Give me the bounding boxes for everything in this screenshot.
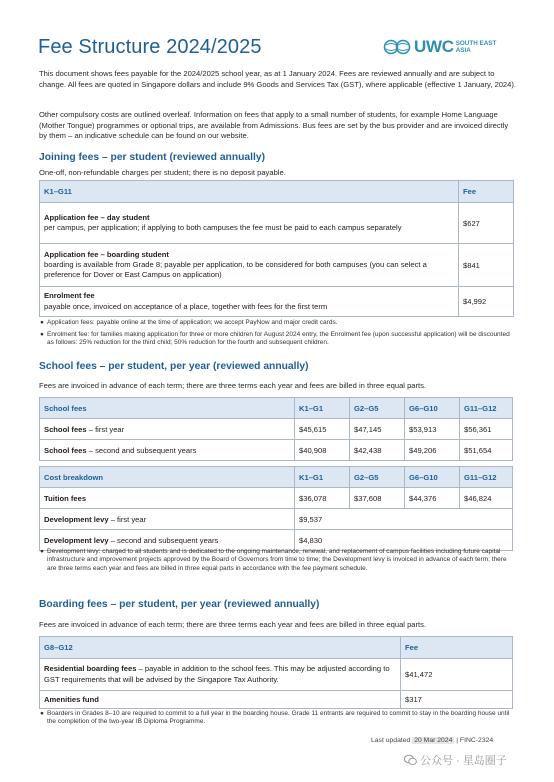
logo-wordmark: UWC	[414, 37, 454, 56]
school-fees-subtitle: Fees are invoiced in advance of each term; there are three terms each year and fees are billed in three equal parts.	[39, 381, 427, 390]
column-header: K1–G11	[40, 181, 459, 203]
fee-amount: $627	[459, 203, 514, 244]
page-title: Fee Structure 2024/2025	[38, 36, 262, 58]
fee-amount: $37,608	[350, 488, 405, 509]
footnote: ● Application fees: payable online at the time of application; we accept PayNow and major credit cards.	[40, 319, 338, 326]
bullet-icon: ●	[40, 319, 44, 326]
joining-fees-subtitle: One-off, non-refundable charges per student; there is no deposit payable.	[39, 168, 286, 177]
bullet-icon: ●	[40, 331, 44, 338]
school-fees-heading: School fees – per student, per year (reviewed annually)	[39, 361, 309, 372]
school-fees-table	[39, 397, 513, 461]
column-header: G11–G12	[460, 398, 513, 419]
fee-amount: $44,376	[405, 488, 460, 509]
column-header: Fee	[401, 637, 513, 659]
table-row	[40, 488, 513, 509]
table-header-row	[40, 181, 514, 203]
fee-amount: $51,654	[460, 440, 513, 461]
column-header: G6–G10	[405, 467, 460, 488]
footnote: ● Development levy: charged to all students and is dedicated to the ongoing maintenance, renewal, and replacement of campus facilities including future capital infrastructure and improvement projects approved by the Board of Governors from time to time; the Development levy is invoiced in advance of each term; there are three terms each year and fees are billed in three equal parts in accordance with the fee payment schedule.	[40, 548, 507, 572]
fee-description: Enrolment fee payable once, invoiced on acceptance of a place, together with fees for the first term	[40, 287, 459, 317]
intro-paragraph-1: This document shows fees payable for the 2024/2025 school year, as at 1 January 2024. Fees are reviewed annually and are subject to change. All fees are quoted in Singapore dollars and include 9% Goods and Services Tax (GST), where applicable (effective 1 January, 2024).	[39, 69, 516, 89]
table-row	[40, 244, 514, 287]
fee-amount: $46,824	[460, 488, 513, 509]
bullet-icon: ●	[40, 710, 44, 717]
row-label: School fees – second and subsequent years	[40, 440, 295, 461]
fee-amount: $53,913	[405, 419, 460, 440]
wechat-icon	[404, 754, 417, 766]
fee-amount: $9,537	[295, 509, 513, 530]
fee-amount: $41,472	[401, 659, 513, 691]
boarding-fees-subtitle: Fees are invoiced in advance of each term; there are three terms each year and fees are billed in three equal parts.	[39, 620, 427, 629]
column-header: G6–G10	[405, 398, 460, 419]
column-header: G8–G12	[40, 637, 401, 659]
fee-description: Amenities fund	[40, 691, 401, 709]
row-label: Tuition fees	[40, 488, 295, 509]
uwc-logo	[383, 37, 496, 57]
joining-fees-table	[39, 180, 514, 317]
table-row	[40, 203, 514, 244]
fee-amount: $4,830	[295, 530, 513, 551]
fee-amount: $4,992	[459, 287, 514, 317]
fee-amount: $317	[401, 691, 513, 709]
table-header-row	[40, 467, 513, 488]
footer: Last updated 20 Mar 2024 | FINC-2324	[371, 737, 494, 744]
intro-paragraph-2: Other compulsory costs are outlined overleaf. Information on fees that apply to a small number of students, for example Home Language (Mother Tongue) programmes or optional trips, are available from Admissions. Bus fees are set by the bus provider and are invoiced directly by them – an indicative schedule can be found on our website.	[39, 110, 509, 141]
column-header: Fee	[459, 181, 514, 203]
table-row	[40, 509, 513, 530]
table-row	[40, 691, 513, 709]
table-row	[40, 440, 513, 461]
fee-amount: $49,206	[405, 440, 460, 461]
bullet-icon: ●	[40, 548, 44, 555]
fee-amount: $42,438	[350, 440, 405, 461]
column-header: Cost breakdown	[40, 467, 295, 488]
column-header: K1–G1	[295, 467, 350, 488]
fee-amount: $841	[459, 244, 514, 287]
table-header-row	[40, 398, 513, 419]
watermark: 公众号 · 星岛圈子	[404, 752, 507, 768]
row-label: School fees – first year	[40, 419, 295, 440]
table-header-row	[40, 637, 513, 659]
cost-breakdown-table	[39, 466, 513, 551]
table-row	[40, 419, 513, 440]
row-label: Development levy – first year	[40, 509, 295, 530]
fee-amount: $56,361	[460, 419, 513, 440]
fee-amount: $47,145	[350, 419, 405, 440]
footnote: ● Boarders in Grades 8–10 are required to commit to a full year in the boarding house. Grade 11 entrants are required to commit to stay in the boarding house until the completion of the two-year IB Diploma Programme.	[40, 710, 510, 726]
column-header: G11–G12	[460, 467, 513, 488]
footnote: ● Enrolment fee: for families making application for three or more children for August 2024 entry, the Enrolment fee (upon successful application) will be discounted as follows: 25% reduction for the third child; 50% reduction for the fourth and subsequent children.	[40, 331, 510, 347]
column-header: G2–G5	[350, 398, 405, 419]
boarding-fees-table	[39, 636, 513, 709]
column-header: School fees	[40, 398, 295, 419]
globe-logo-icon	[383, 39, 413, 55]
fee-description: Residential boarding fees – payable in addition to the school fees. This may be adjusted according to GST requirements that will be advised by the Singapore Tax Authority.	[40, 659, 401, 691]
fee-amount: $36,078	[295, 488, 350, 509]
last-updated-date: 20 Mar 2024	[414, 737, 453, 744]
fee-amount: $45,615	[295, 419, 350, 440]
column-header: G2–G5	[350, 467, 405, 488]
fee-description: Application fee – boarding student boarding is available from Grade 8; payable per application, to be considered for both campuses (you can select a preference for Dover or East Campus on application)	[40, 244, 459, 287]
table-row	[40, 659, 513, 691]
column-header: K1–G1	[295, 398, 350, 419]
boarding-fees-heading: Boarding fees – per student, per year (reviewed annually)	[39, 599, 320, 610]
logo-subtitle: SOUTH EAST ASIA	[455, 40, 497, 54]
row-label: Development levy – second and subsequent years	[40, 530, 295, 551]
table-row	[40, 287, 514, 317]
joining-fees-heading: Joining fees – per student (reviewed annually)	[39, 152, 266, 163]
fee-amount: $40,908	[295, 440, 350, 461]
fee-description: Application fee – day student per campus, per application; if applying to both campuses the fee must be paid to each campus separately	[40, 203, 459, 244]
